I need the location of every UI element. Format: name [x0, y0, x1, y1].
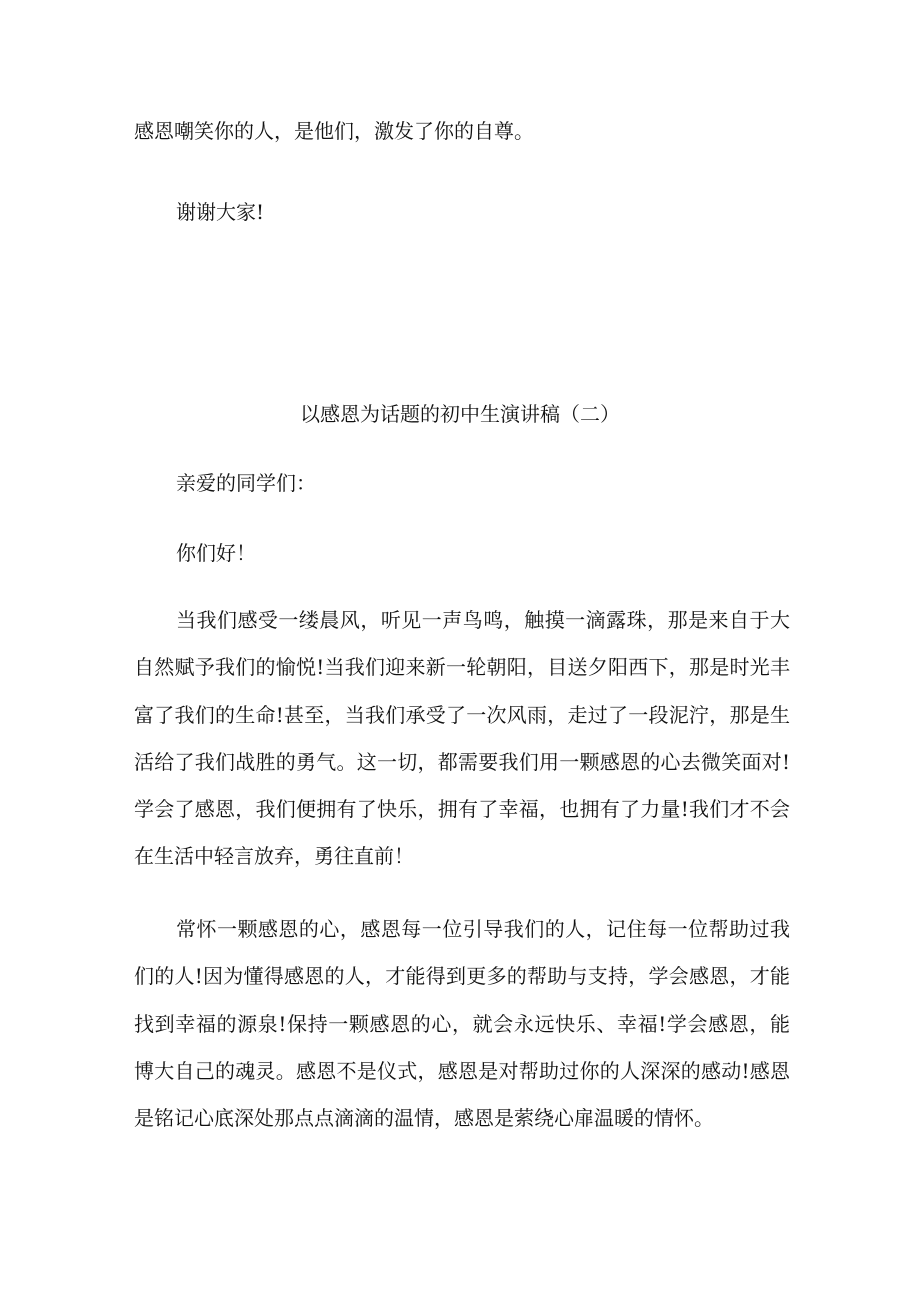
salutation: 亲爱的同学们：	[176, 471, 316, 495]
body-paragraph-1: 当我们感受一缕晨风，听见一声鸟鸣，触摸一滴露珠，那是来自于大自然赋予我们的愉悦!当我们迎来新一轮朝阳，目送夕阳西下，那是时光丰富了我们的生命!甚至，当我们承受了一次风雨，走过了一段泥泞，那是生活给了我们战胜的勇气。这一切，都需要我们用一颗感恩的心去微笑面对!学会了感恩，我们便拥有了快乐，拥有了幸福，也拥有了力量!我们才不会在生活中轻言放弃，勇往直前！	[134, 608, 790, 869]
closing-remark: 谢谢大家!	[176, 200, 265, 224]
body-paragraph-2: 常怀一颗感恩的心，感恩每一位引导我们的人，记住每一位帮助过我们的人!因为懂得感恩的人，才能得到更多的帮助与支持，学会感恩，才能找到幸福的源泉!保持一颗感恩的心，就会永远快乐、幸福!学会感恩，能博大自己的魂灵。感恩不是仪式，感恩是对帮助过你的人深深的感动!感恩是铭记心底深处那点点滴滴的温情，感恩是萦绕心扉温暖的情怀。	[134, 917, 790, 1131]
continuation-line: 感恩嘲笑你的人，是他们，激发了你的自尊。	[134, 119, 534, 143]
speech-title: 以感恩为话题的初中生演讲稿（二）	[300, 402, 620, 426]
greeting: 你们好！	[176, 541, 256, 565]
